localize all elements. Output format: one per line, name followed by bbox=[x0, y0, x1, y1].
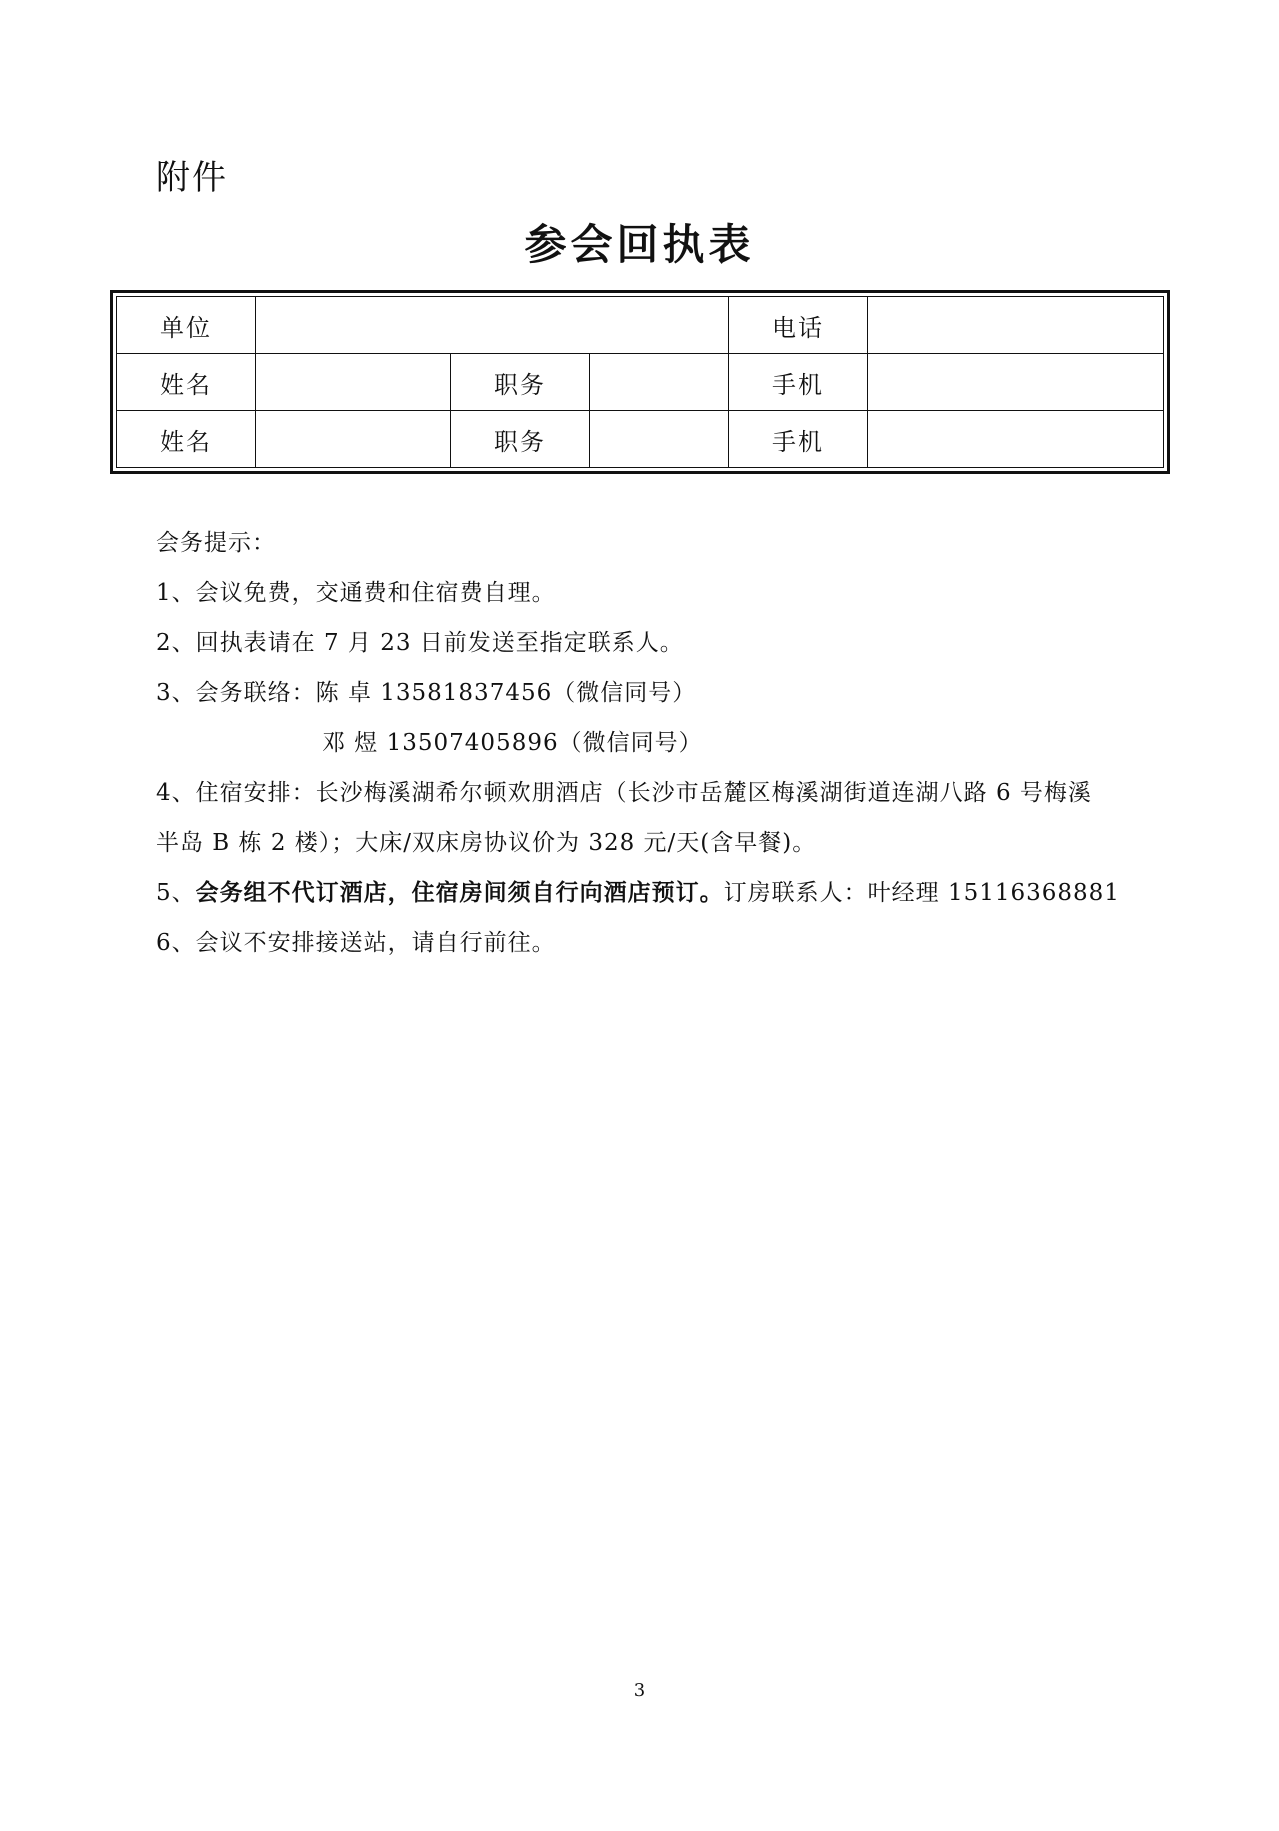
name-field-2[interactable] bbox=[256, 411, 451, 468]
position-field-1[interactable] bbox=[590, 354, 729, 411]
note-item-4-continuation: 半岛 B 栋 2 楼）；大床/双床房协议价为 328 元/天(含早餐)。 bbox=[156, 830, 817, 856]
unit-field[interactable] bbox=[256, 297, 729, 354]
page-number: 3 bbox=[633, 1680, 646, 1701]
note-item-5-emphasis: 会务组不代订酒店，住宿房间须自行向酒店预订。 bbox=[195, 879, 724, 906]
name-label-2: 姓名 bbox=[117, 411, 256, 468]
mobile-label-1: 手机 bbox=[729, 354, 868, 411]
position-label-1: 职务 bbox=[451, 354, 590, 411]
note-item-2: 2、回执表请在 7 月 23 日前发送至指定联系人。 bbox=[156, 630, 684, 656]
note-item-4: 4、住宿安排：长沙梅溪湖希尔顿欢朋酒店（长沙市岳麓区梅溪湖街道连湖八路 6 号梅溪 bbox=[156, 780, 1092, 806]
position-field-2[interactable] bbox=[590, 411, 729, 468]
position-label-2: 职务 bbox=[451, 411, 590, 468]
mobile-label-2: 手机 bbox=[729, 411, 868, 468]
attachment-label: 附件 bbox=[156, 158, 228, 198]
phone-field[interactable] bbox=[868, 297, 1164, 354]
note-item-3: 3、会务联络：陈 卓 13581837456（微信同号） bbox=[156, 680, 697, 706]
mobile-field-1[interactable] bbox=[868, 354, 1164, 411]
notes-heading: 会务提示： bbox=[156, 530, 276, 556]
meeting-notes bbox=[156, 518, 1146, 968]
note-item-3-continuation: 邓 煜 13507405896（微信同号） bbox=[322, 730, 703, 756]
phone-label: 电话 bbox=[729, 297, 868, 354]
note-item-5-contact: 订房联系人：叶经理 15116368881 bbox=[723, 880, 1120, 906]
mobile-field-2[interactable] bbox=[868, 411, 1164, 468]
unit-label: 单位 bbox=[117, 297, 256, 354]
note-item-5 bbox=[156, 868, 1146, 918]
name-field-1[interactable] bbox=[256, 354, 451, 411]
page-title: 参会回执表 bbox=[524, 220, 755, 269]
note-item-5-number: 5、 bbox=[156, 880, 196, 906]
receipt-form-table bbox=[110, 290, 1170, 474]
note-item-6: 6、会议不安排接送站，请自行前往。 bbox=[156, 930, 556, 956]
name-label-1: 姓名 bbox=[117, 354, 256, 411]
note-item-1: 1、会议免费，交通费和住宿费自理。 bbox=[156, 580, 556, 606]
